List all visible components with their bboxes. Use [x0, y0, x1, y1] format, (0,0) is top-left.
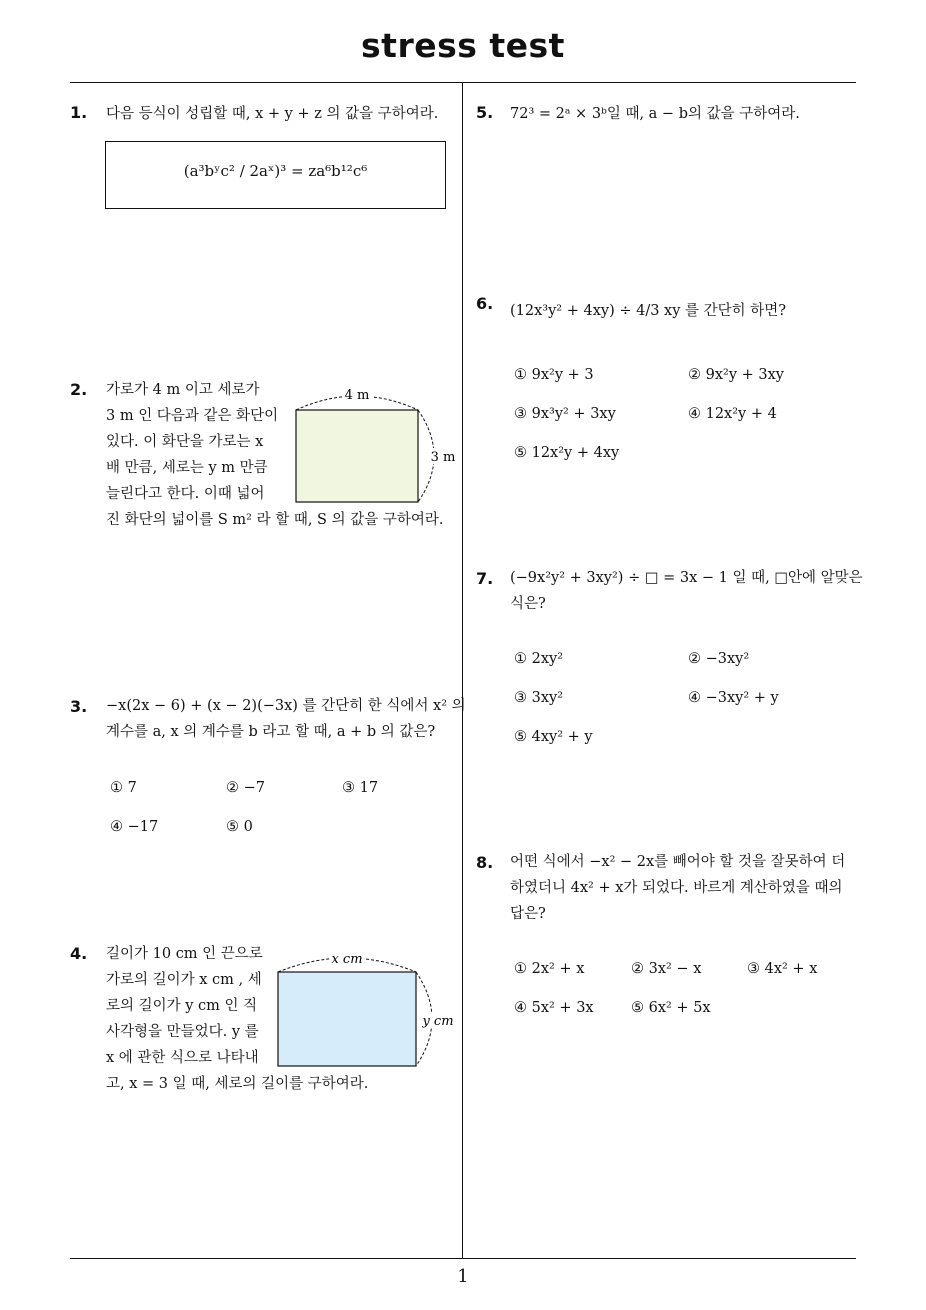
- problem-line: 배 만큼, 세로는 y m 만큼: [106, 460, 268, 476]
- problem-line: 3 m 인 다음과 같은 화단이: [106, 408, 279, 424]
- problem-line: 로의 길이가 y cm 인 직: [106, 998, 258, 1014]
- choice-2[interactable]: ② 9x²y + 3xy: [688, 367, 784, 383]
- page-title: stress test: [361, 26, 565, 65]
- problem-number: 2.: [70, 380, 88, 399]
- problem-text: [510, 849, 845, 927]
- problem-text: 다음 등식이 성립할 때, x + y + z 의 값을 구하여라.: [106, 106, 439, 122]
- problem-text: 72³ = 2ᵃ × 3ᵇ일 때, a − b의 값을 구하여라.: [510, 106, 800, 122]
- bottom-rule: [70, 1258, 856, 1259]
- choice-1[interactable]: ① 7: [110, 780, 137, 796]
- problem-text: [106, 377, 444, 533]
- problem-number: 8.: [476, 853, 494, 872]
- top-rule: [70, 82, 856, 83]
- problem-number: 7.: [476, 569, 494, 588]
- problem-text: [510, 565, 863, 617]
- choice-5[interactable]: ⑤ 12x²y + 4xy: [514, 445, 620, 461]
- equation-box: [105, 141, 446, 209]
- problem-text: [106, 693, 466, 745]
- problem-line: 식은?: [510, 596, 546, 612]
- choice-5[interactable]: ⑤ 0: [226, 819, 253, 835]
- width-label: x cm: [331, 952, 363, 967]
- choice-5[interactable]: ⑤ 6x² + 5x: [631, 1000, 711, 1016]
- choice-1[interactable]: ① 2x² + x: [514, 961, 585, 977]
- problem-text: (12x³y² + 4xy) ÷ 4/3 xy 를 간단히 하면?: [510, 303, 787, 319]
- problem-number: 5.: [476, 103, 494, 122]
- choice-2[interactable]: ② −3xy²: [688, 651, 750, 667]
- problem-line: 가로의 길이가 x cm , 세: [106, 972, 262, 988]
- problem-number: 6.: [476, 294, 494, 313]
- choice-4[interactable]: ④ −3xy² + y: [688, 690, 779, 706]
- rectangle-shape: [278, 972, 416, 1066]
- flowerbed-figure: [290, 380, 460, 510]
- choice-5[interactable]: ⑤ 4xy² + y: [514, 729, 593, 745]
- problem-line: 늘린다고 한다. 이때 넓어: [106, 486, 265, 502]
- problem-line: 계수를 a, x 의 계수를 b 라고 할 때, a + b 의 값은?: [106, 724, 436, 740]
- height-label: y cm: [422, 1014, 454, 1029]
- choice-3[interactable]: ③ 17: [342, 780, 379, 796]
- problem-number: 3.: [70, 697, 88, 716]
- problem-line: 진 화단의 넓이를 S m² 라 할 때, S 의 값을 구하여라.: [106, 512, 444, 528]
- choice-1[interactable]: ① 9x²y + 3: [514, 367, 594, 383]
- problem-line: 사각형을 만들었다. y 를: [106, 1024, 259, 1040]
- problem-line: −x(2x − 6) + (x − 2)(−3x) 를 간단히 한 식에서 x² 의: [106, 698, 466, 714]
- choice-1[interactable]: ① 2xy²: [514, 651, 564, 667]
- problem-line: (−9x²y² + 3xy²) ÷ □ = 3x − 1 일 때, □안에 알맞은: [510, 570, 863, 586]
- problem-line: 가로가 4 m 이고 세로가: [106, 382, 260, 398]
- problem-number: 1.: [70, 103, 88, 122]
- problem-line: 답은?: [510, 906, 546, 922]
- problem-number: 4.: [70, 944, 88, 963]
- column-divider: [462, 83, 463, 1258]
- equation: (a³bʸc² / 2aˣ)³ = za⁶b¹²c⁶: [183, 162, 368, 180]
- choice-3[interactable]: ③ 9x³y² + 3xy: [514, 406, 616, 422]
- rectangle-figure: [272, 946, 460, 1071]
- problem-line: 있다. 이 화단을 가로는 x: [106, 434, 264, 450]
- width-label: 4 m: [344, 388, 370, 403]
- choice-3[interactable]: ③ 3xy²: [514, 690, 564, 706]
- choice-3[interactable]: ③ 4x² + x: [747, 961, 818, 977]
- problem-line: 어떤 식에서 −x² − 2x를 빼어야 할 것을 잘못하여 더: [510, 854, 846, 870]
- choice-4[interactable]: ④ 5x² + 3x: [514, 1000, 594, 1016]
- problem-text: [106, 941, 369, 1097]
- height-label: 3 m: [430, 450, 456, 465]
- page-number: 1: [457, 1266, 469, 1287]
- choice-2[interactable]: ② 3x² − x: [631, 961, 702, 977]
- problem-line: 고, x = 3 일 때, 세로의 길이를 구하여라.: [106, 1076, 369, 1092]
- problem-line: x 에 관한 식으로 나타내: [106, 1050, 259, 1066]
- choice-4[interactable]: ④ 12x²y + 4: [688, 406, 777, 422]
- choice-2[interactable]: ② −7: [226, 780, 265, 796]
- problem-line: 하였더니 4x² + x가 되었다. 바르게 계산하였을 때의: [510, 880, 843, 896]
- choice-4[interactable]: ④ −17: [110, 819, 159, 835]
- problem-line: 길이가 10 cm 인 끈으로: [106, 946, 263, 962]
- flowerbed-rect: [296, 410, 418, 502]
